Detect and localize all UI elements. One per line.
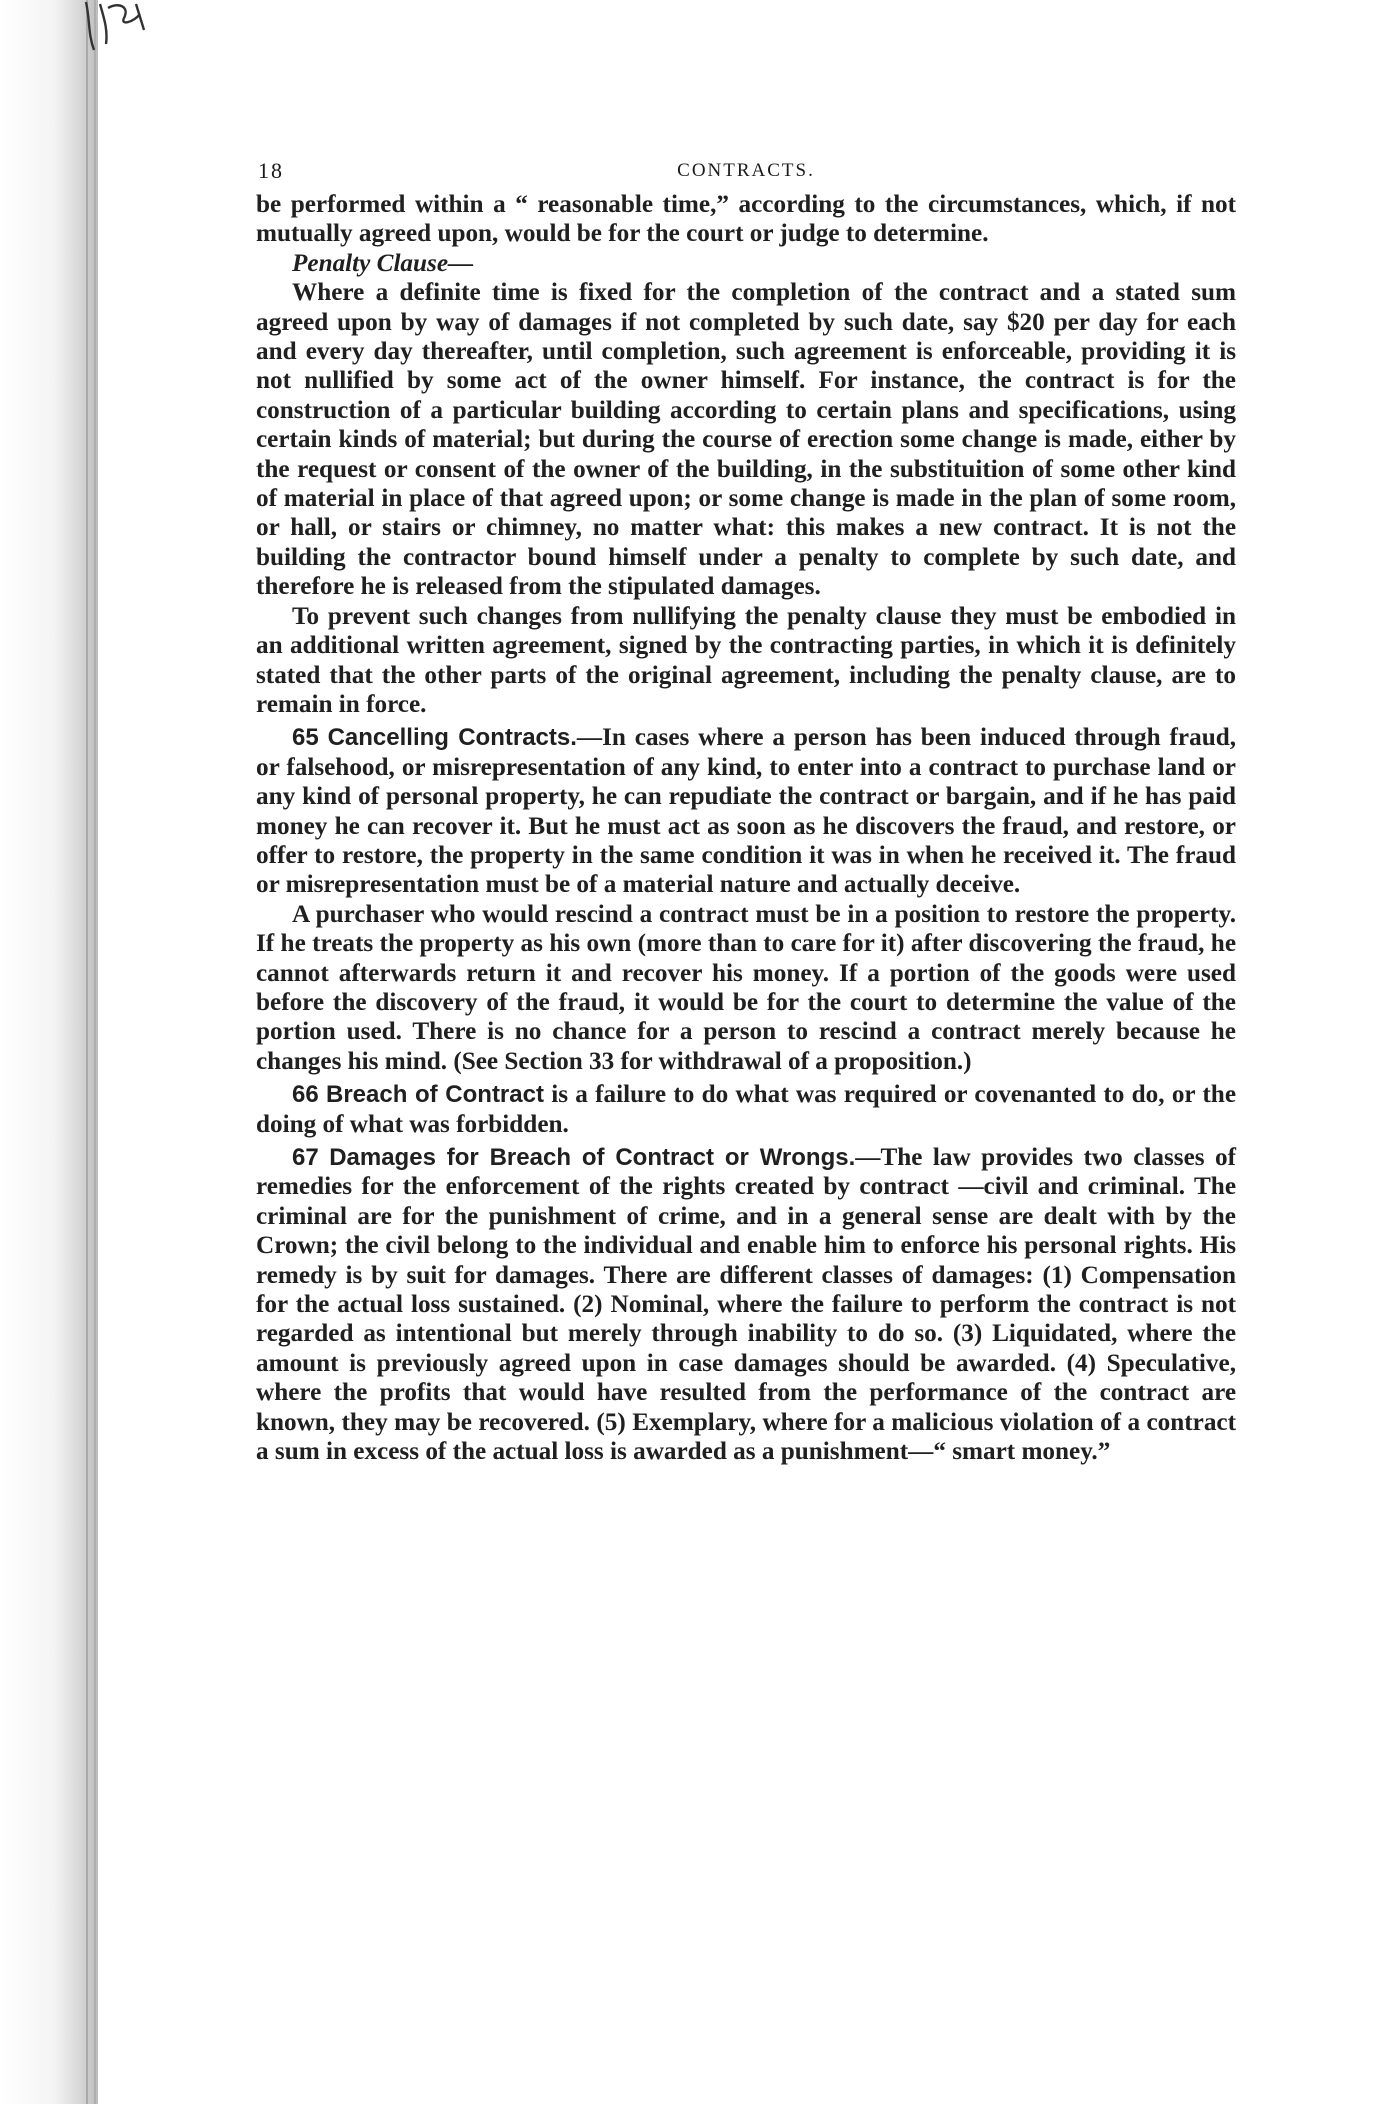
section-title: Cancelling Contracts. (327, 724, 577, 752)
paragraph-penalty-clause: Where a definite time is fixed for the completion of the contract and a stated sum agreed upon by way of damages if not completed by such date, say $20 per day for each and every day thereafter, until completion, such agreement is enforceable, providing it is not nullified by some act of the owner himself. For instance, the contract is for the construction of a particular building according to certain plans and specifications, using certain kinds of material; but during the course of erection some change is made, either by the request or consent of the owner of the building, in the substituition of some other kind of material in place of that agreed upon; or some change is made in the plan of some room, or hall, or stairs or chimney, no matter what: this makes a new contract. It is not the building the contractor bound himself under a penalty to complete by such date, and therefore he is released from the stipulated damages. (256, 279, 1236, 601)
section-67 (256, 1143, 1236, 1466)
binding-shadow-line (86, 0, 88, 2104)
running-head (256, 150, 1236, 190)
section-text: —The law provides two classes of remedies for the enforcement of the rights created by contract —civil and criminal. The criminal are for the punishment of crime, and in a general sense are dealt with by the Crown; the civil belong to the individual and enable him to enforce his personal rights. His remedy is by suit for damages. There are different classes of damages: (1) Compensation for the actual loss sustained. (2) Nominal, where the failure to perform the contract is not regarded as intentional but merely through inability to do so. (3) Liquidated, where the amount is previously agreed upon in case damages should be awarded. (4) Speculative, where the profits that would have resulted from the performance of the contract are known, they may be recovered. (5) Exemplary, where for a malicious violation of a contract a sum in excess of the actual loss is awarded as a punishment—“ smart money.” (256, 1144, 1237, 1466)
paragraph-prevent-changes: To prevent such changes from nullifying the penalty clause they must be embodied in an additional written agreement, signed by the contracting parties, in which it is definitely stated that the other parts of the original agreement, including the penalty clause, are to remain in force. (256, 602, 1236, 718)
section-title: Damages for Breach of Contract or Wrongs. (329, 1144, 856, 1171)
section-text: is a failure to do what was required or covenanted to do, or the doing of what was forbidden. (256, 1081, 1236, 1138)
corner-scribble-mark (78, 0, 198, 60)
subheading-penalty-clause: Penalty Clause— (292, 249, 474, 277)
section-66 (256, 1080, 1236, 1139)
section-text: —In cases where a person has been induced through fraud, or falsehood, or misrepresentation of any kind, to enter into a contract to purchase land or any kind of personal property, he can repudiate the contract or bargain, and if he has paid money he can recover it. But he must act as soon as he discovers the fraud, and restore, or offer to restore, the property in the same condition it was in when he received it. The fraud or misrepresentation must be of a material nature and actually deceive. (256, 724, 1237, 899)
body-text (256, 190, 1236, 1466)
section-number: 66 (292, 1081, 319, 1109)
page-number: 18 (258, 158, 284, 183)
running-title: CONTRACTS. (677, 160, 815, 181)
page-binding-edge (0, 0, 98, 2104)
binding-shadow-line (94, 0, 96, 2104)
section-title: Breach of Contract (325, 1081, 544, 1109)
section-number: 65 (292, 724, 319, 752)
section-number: 67 (292, 1144, 319, 1171)
document-page (256, 150, 1236, 1466)
paragraph-purchaser-rescind: A purchaser who would rescind a contract must be in a position to restore the property. If he treats the property as his own (more than to care for it) after discovering the fraud, he cannot afterwards return it and recover his money. If a portion of the goods were used before the discovery of the fraud, it would be for the court to determine the value of the portion used. There is no chance for a person to rescind a contract merely because he changes his mind. (See Section 33 for withdrawal of a proposition.) (256, 900, 1236, 1075)
paragraph-continuation: be performed within a “ reasonable time,” according to the circumstances, which, if not mutually agreed upon, would be for the court or judge to determine. (256, 191, 1236, 248)
section-65 (256, 723, 1236, 899)
